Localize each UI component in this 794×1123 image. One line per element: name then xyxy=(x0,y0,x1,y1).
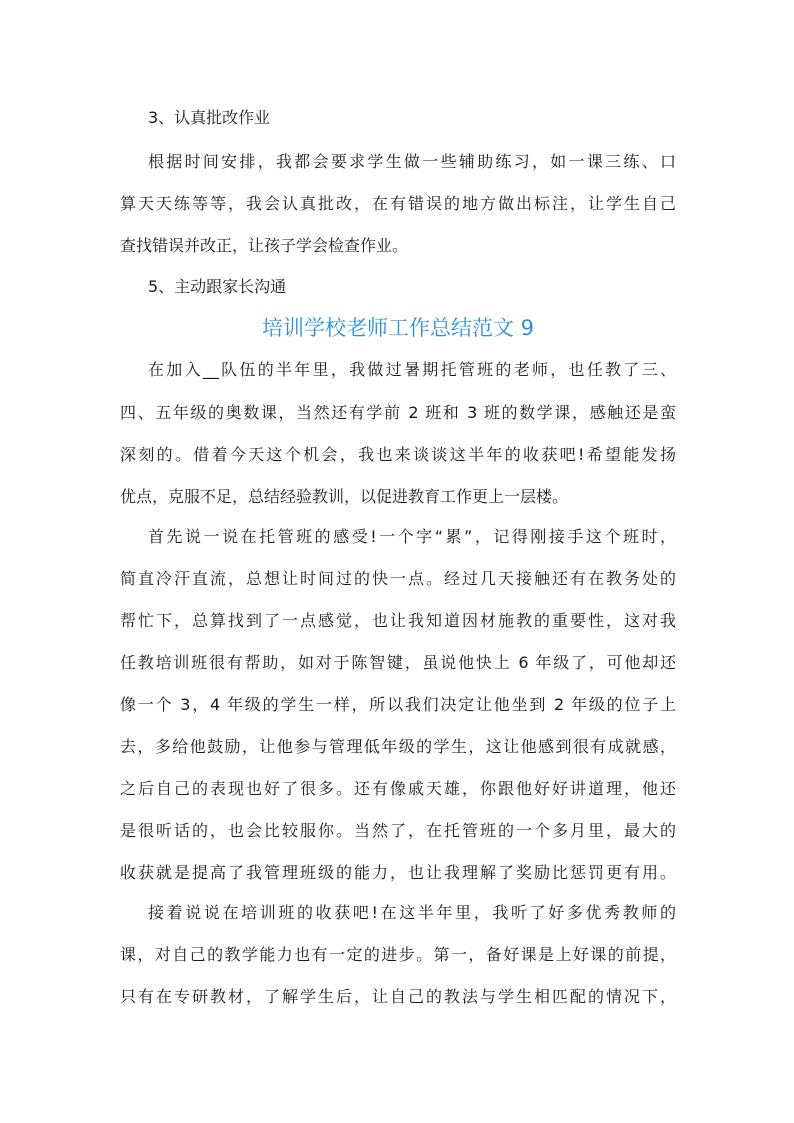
paragraph-line: 是很听话的，也会比较服你。当然了，在托管班的一个多月里，最大的 xyxy=(120,821,676,840)
paragraph-line: 深刻的。借着今天这个机会，我也来谈谈这半年的收获吧!希望能发扬 xyxy=(120,445,676,464)
paragraph-line: 收获就是提高了我管理班级的能力，也让我理解了奖励比惩罚更有用。 xyxy=(120,863,676,882)
paragraph-line: 查找错误并改正，让孩子学会检查作业。 xyxy=(120,236,409,255)
paragraph-line: 去，多给他鼓励，让他参与管理低年级的学生，这让他感到很有成就感， xyxy=(120,737,676,756)
paragraph-line: 简直冷汗直流，总想让时间过的快一点。经过几天接触还有在教务处的 xyxy=(120,569,676,588)
paragraph-line: 首先说一说在托管班的感受!一个字“累”，记得刚接手这个班时， xyxy=(148,527,676,546)
paragraph-line: 只有在专研教材，了解学生后，让自己的教法与学生相匹配的情况下， xyxy=(120,987,676,1006)
paragraph-line: 像一个 3，4 年级的学生一样，所以我们决定让他坐到 2 年级的位子上 xyxy=(120,695,676,714)
section-heading: 培训学校老师工作总结范文 9 xyxy=(261,316,535,340)
section-5-title: 5、主动跟家长沟通 xyxy=(148,277,287,296)
paragraph-line: 在加入__队伍的半年里，我做过暑期托管班的老师，也任教了三、 xyxy=(148,360,676,379)
paragraph-line: 四、五年级的奥数课，当然还有学前 2 班和 3 班的数学课，感触还是蛮 xyxy=(120,403,676,422)
section-3-title: 3、认真批改作业 xyxy=(148,108,271,127)
paragraph-line: 之后自己的表现也好了很多。还有像戚天雄，你跟他好好讲道理，他还 xyxy=(120,779,676,798)
paragraph-line: 算天天练等等，我会认真批改，在有错误的地方做出标注，让学生自己 xyxy=(120,194,676,213)
paragraph-line: 优点，克服不足，总结经验教训，以促进教育工作更上一层楼。 xyxy=(120,487,569,506)
paragraph-line: 帮忙下，总算找到了一点感觉，也让我知道因材施教的重要性，这对我 xyxy=(120,611,676,630)
paragraph-line: 课，对自己的教学能力也有一定的进步。第一，备好课是上好课的前提， xyxy=(120,945,676,964)
paragraph-line: 任教培训班很有帮助，如对于陈智键，虽说他快上 6 年级了，可他却还 xyxy=(120,653,676,672)
paragraph-line: 接着说说在培训班的收获吧!在这半年里，我听了好多优秀教师的 xyxy=(148,903,676,922)
paragraph-line: 根据时间安排，我都会要求学生做一些辅助练习，如一课三练、口 xyxy=(148,152,676,171)
